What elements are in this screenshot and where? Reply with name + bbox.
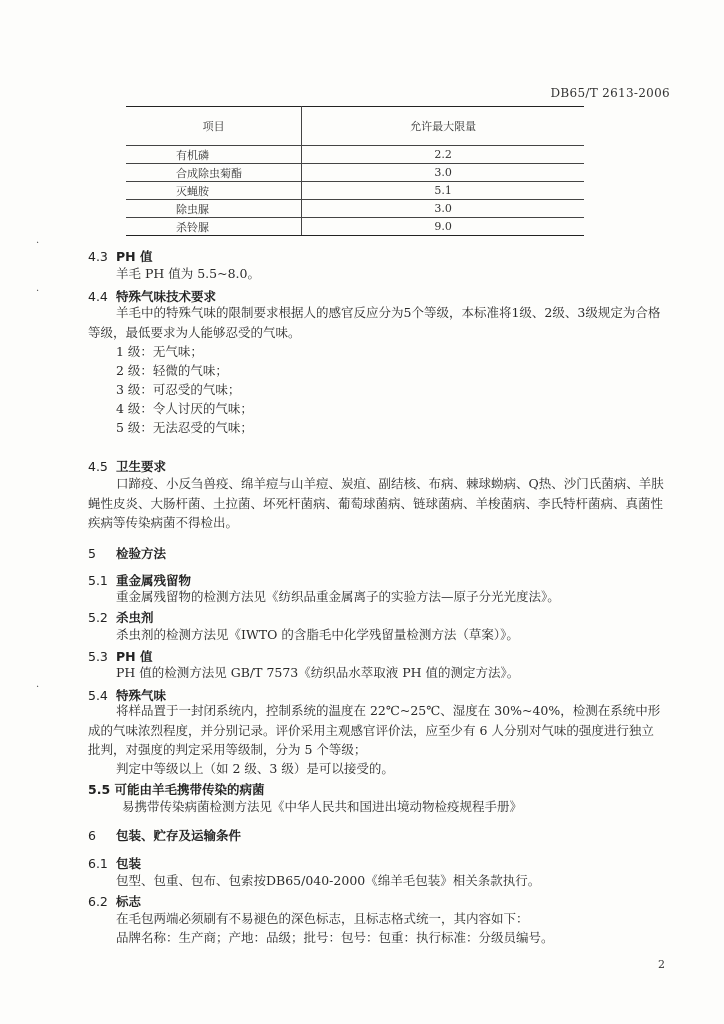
section-heading-4-4: 4.4 特殊气味技术要求: [88, 289, 217, 304]
level-item: 4 级：令人讨厌的气味；: [116, 401, 253, 416]
section-heading-5-2: 5.2 杀虫剂: [88, 610, 154, 625]
paragraph: 包型、包重、包布、包索按DB65/040-2000《绵羊毛包装》相关条款执行。: [116, 873, 541, 888]
level-item: 2 级：轻微的气味；: [116, 363, 228, 378]
table-row: [126, 218, 584, 236]
section-heading-5: 5 检验方法: [88, 546, 167, 561]
table-cell: 杀铃脲: [126, 218, 302, 236]
section-heading-5-3: 5.3 PH 值: [88, 649, 153, 664]
section-heading-5-4: 5.4 特殊气味: [88, 688, 167, 703]
paragraph: 杀虫剂的检测方法见《IWTO 的含脂毛中化学残留量检测方法（草案）》。: [116, 627, 519, 642]
section-heading-6: 6 包装、贮存及运输条件: [88, 828, 242, 843]
col-header-item: 项目: [126, 107, 302, 146]
table-row: [126, 146, 584, 164]
table-row: [126, 200, 584, 218]
section-heading-4-5: 4.5 卫生要求: [88, 459, 167, 474]
paragraph: 易携带传染病菌检测方法见《中华人民共和国进出境动物检疫规程手册》: [122, 799, 523, 814]
scan-mark: ·: [36, 682, 40, 693]
paragraph: 口蹄疫、小反刍兽疫、绵羊痘与山羊痘、炭疽、副结核、布病、棘球蚴病、Q热、沙门氏菌病、羊肤蝇性皮炎、大肠杆菌、土拉菌、坏死杆菌病、葡萄球菌病、链球菌病、羊梭菌病、李氏特杆菌病、真菌性疾病等传染病菌不得检出。: [88, 476, 664, 530]
table-cell: 除虫脲: [126, 200, 302, 218]
paragraph: 在毛包两端必须刷有不易褪色的深色标志，且标志格式统一，其内容如下：: [116, 911, 529, 926]
scan-mark: ·: [36, 238, 40, 249]
table-cell: 3.0: [302, 164, 584, 182]
table-cell: 5.1: [302, 182, 584, 200]
table-row: [126, 164, 584, 182]
paragraph: 羊毛 PH 值为 5.5~8.0。: [116, 266, 260, 281]
section-heading-4-3: 4.3 PH 值: [88, 249, 153, 264]
level-item: 1 级：无气味；: [116, 344, 203, 359]
paragraph: 羊毛中的特殊气味的限制要求根据人的感官反应分为5个等级，本标准将1级、2级、3级规定为合格等级，最低要求为人能够忍受的气味。: [88, 305, 661, 340]
level-item: 5 级：无法忍受的气味；: [116, 420, 253, 435]
table-header-row: [126, 107, 584, 146]
paragraph: PH 值的检测方法见 GB/T 7573《纺织品水萃取液 PH 值的测定方法》。: [116, 665, 520, 680]
limits-table: [126, 106, 584, 236]
level-item: 3 级：可忍受的气味；: [116, 382, 241, 397]
section-heading-5-5: 5.5 可能由羊毛携带传染的病菌: [88, 782, 265, 797]
col-header-limit: 允许最大限量: [302, 107, 584, 146]
table-cell: 2.2: [302, 146, 584, 164]
table-cell: 合成除虫菊酯: [126, 164, 302, 182]
paragraph: 品牌名称：生产商；产地：品级；批号：包号：包重：执行标准：分级员编号。: [116, 930, 554, 945]
section-heading-6-1: 6.1 包装: [88, 856, 142, 871]
table-cell: 有机磷: [126, 146, 302, 164]
table-cell: 9.0: [302, 218, 584, 236]
paragraph: 将样品置于一封闭系统内，控制系统的温度在 22℃~25℃、湿度在 30%~40%，检测在系统中形成的气味浓烈程度，并分别记录。评价采用主观感官评价法，应至少有 6 人分别对气味的强度进行独立批判，对强度的判定采用等级制，分为 5 个等级；: [88, 703, 661, 757]
table-row: [126, 182, 584, 200]
table-cell: 灭蝇胺: [126, 182, 302, 200]
page-number: 2: [658, 958, 665, 971]
standard-code-header: DB65/T 2613-2006: [550, 86, 670, 100]
table-cell: 3.0: [302, 200, 584, 218]
paragraph: 判定中等级以上（如 2 级、3 级）是可以接受的。: [116, 761, 394, 776]
scan-mark: ·: [36, 286, 40, 297]
section-heading-5-1: 5.1 重金属残留物: [88, 573, 192, 588]
section-heading-6-2: 6.2 标志: [88, 894, 142, 909]
paragraph: 重金属残留物的检测方法见《纺织品重金属离子的实验方法—原子分光光度法》。: [116, 589, 560, 604]
